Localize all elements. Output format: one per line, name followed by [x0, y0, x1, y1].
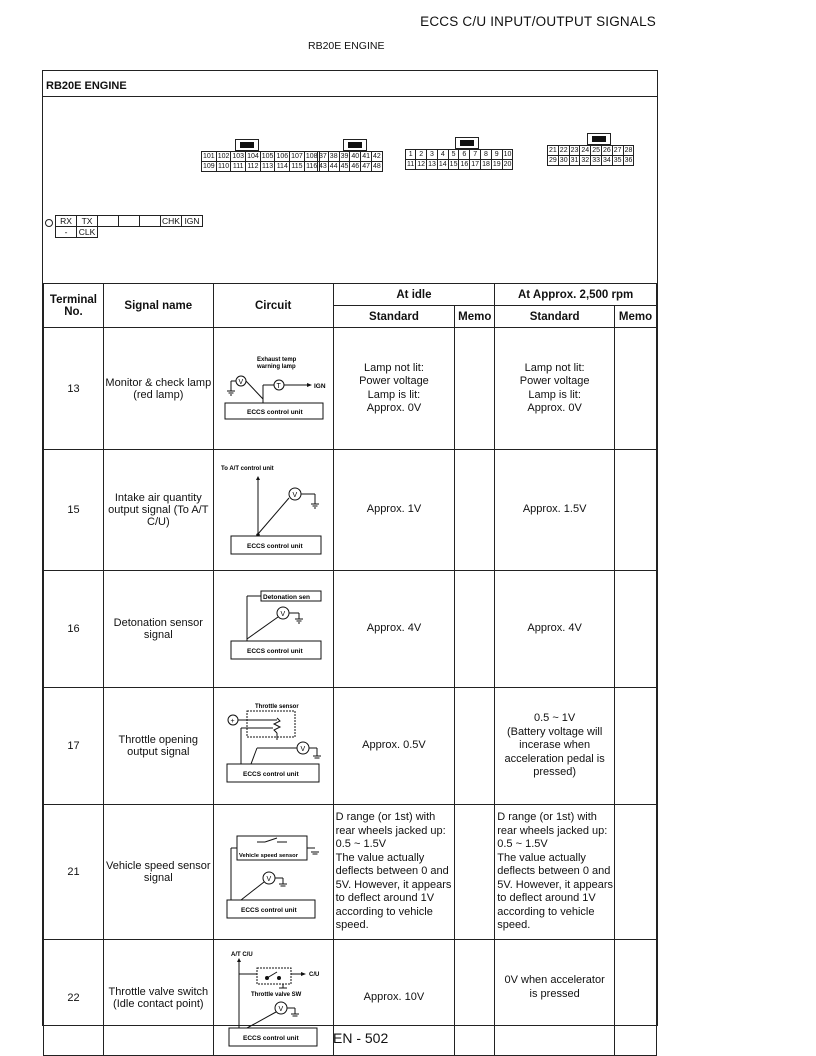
pin-cell: 116 [306, 163, 318, 170]
ground-icon [45, 219, 53, 227]
rpm-memo [615, 940, 657, 1056]
circuit-diagram [213, 571, 333, 688]
rpm-standard: Lamp not lit: Power voltage Lamp is lit: Approx. 0V [495, 328, 615, 450]
pin-cell: 8 [481, 150, 492, 160]
idle-memo [455, 571, 495, 688]
throttle-sensor-circuit-icon [217, 696, 329, 796]
pin-cell: 47 [362, 163, 370, 170]
pin-cell: 25 [592, 147, 600, 154]
pin-cell: 16 [460, 161, 469, 168]
pin-cell: 31 [570, 157, 579, 164]
rpm-memo [615, 571, 657, 688]
circuit-diagram [213, 688, 333, 805]
idle-standard: Approx. 1V [333, 450, 455, 571]
svg-text:T: T [276, 382, 281, 390]
rpm-standard: Approx. 4V [495, 571, 615, 688]
circuit-diagram [213, 450, 333, 571]
idle-standard: Approx. 0.5V [333, 688, 455, 805]
idle-memo [455, 805, 495, 940]
col-rpm-standard: Standard [495, 306, 615, 328]
terminal-no: 22 [44, 940, 104, 1056]
svg-text:Throttle sensor: Throttle sensor [255, 704, 299, 710]
pin-cell: 112 [247, 163, 259, 170]
idle-standard: Lamp not lit: Power voltage Lamp is lit: Approx. 0V [333, 328, 455, 450]
svg-text:Throttle valve SW: Throttle valve SW [251, 991, 302, 998]
pin-cell: 35 [613, 157, 622, 164]
rpm-memo [615, 688, 657, 805]
pin-cell: 11 [407, 161, 415, 168]
pin-cell: 19 [492, 161, 501, 168]
table-row [44, 571, 657, 688]
idle-memo [455, 940, 495, 1056]
pin-cell: RX [56, 216, 77, 227]
pin-cell: 7 [470, 150, 481, 160]
circuit-diagram [213, 328, 333, 450]
col-idle-standard: Standard [333, 306, 455, 328]
pin-cell: CLK [77, 227, 98, 238]
pin-cell: 2 [416, 150, 427, 160]
svg-text:ECCS control unit: ECCS control unit [243, 771, 299, 778]
page-number: EN - 502 [333, 1030, 389, 1046]
pin-cell: 6 [459, 150, 470, 160]
table-row [44, 450, 657, 571]
check-connector [55, 215, 203, 238]
pin-cell: 1 [406, 150, 416, 160]
pin-cell: 107 [291, 153, 303, 160]
svg-text:V: V [280, 611, 286, 618]
svg-text:IGN: IGN [314, 382, 326, 390]
pin-cell: 4 [437, 150, 448, 160]
table-row [44, 805, 657, 940]
connector-tab [235, 139, 259, 151]
pin-cell: 42 [372, 153, 381, 160]
col-circuit: Circuit [213, 284, 333, 328]
rpm-standard: Approx. 1.5V [495, 450, 615, 571]
signal-name: Intake air quantity output signal (To A/T C/U) [103, 450, 213, 571]
connector-pins [547, 145, 634, 166]
svg-text:Detonation sen: Detonation sen [263, 594, 311, 601]
pin-cell: 102 [217, 153, 230, 160]
pin-cell: 22 [559, 147, 568, 154]
connector-tab [343, 139, 367, 151]
pin-cell: 34 [602, 157, 611, 164]
pin-cell: 21 [549, 147, 557, 154]
air-quantity-circuit-icon [217, 458, 329, 562]
pin-cell: 17 [471, 161, 480, 168]
pin-cell: 5 [448, 150, 459, 160]
pin-cell: 44 [329, 163, 338, 170]
col-terminal: Terminal No. [44, 284, 104, 328]
pin-cell: 23 [570, 147, 579, 154]
col-signal: Signal name [103, 284, 213, 328]
idle-memo [455, 450, 495, 571]
table-row [44, 328, 657, 450]
svg-text:ECCS control unit: ECCS control unit [243, 1034, 299, 1042]
connector-pins [317, 151, 383, 172]
col-idle: At idle [333, 284, 495, 306]
signal-name: Monitor & check lamp (red lamp) [103, 328, 213, 450]
pin-cell: 48 [372, 163, 381, 170]
check-connector-pins [55, 215, 203, 238]
idle-standard: D range (or 1st) with rear wheels jacked up: 0.5 ~ 1.5V The value actually deflects between 0 and 5V. However, it appears to deflect around 1V according to vehicle speed. [333, 805, 455, 940]
pin-cell: 109 [203, 163, 215, 170]
terminal-no: 16 [44, 571, 104, 688]
pin-cell: 29 [549, 157, 557, 164]
idle-memo [455, 688, 495, 805]
pin-cell: 26 [602, 147, 611, 154]
circuit-diagram [213, 940, 333, 1056]
svg-text:V: V [292, 492, 298, 499]
svg-text:V: V [266, 876, 272, 883]
pin-cell: IGN [182, 216, 203, 227]
pin-cell: 106 [276, 153, 289, 160]
signal-name: Throttle opening output signal [103, 688, 213, 805]
terminal-no: 21 [44, 805, 104, 940]
connector-diagram [43, 97, 657, 284]
rpm-standard: 0V when accelerator is pressed [495, 940, 615, 1056]
pin-cell: - [56, 227, 77, 238]
svg-text:ECCS control unit: ECCS control unit [247, 543, 303, 550]
connector-pins [201, 151, 320, 172]
pin-cell: 111 [231, 162, 246, 172]
pin-cell: 46 [351, 163, 360, 170]
pin-cell: 101 [203, 153, 215, 160]
rpm-standard: D range (or 1st) with rear wheels jacked up: 0.5 ~ 1.5V The value actually deflects between 0 and 5V. However, it appears to deflect around 1V according to vehicle speed. [495, 805, 615, 940]
throttle-switch-circuit-icon [217, 946, 329, 1050]
signal-name: Vehicle speed sensor signal [103, 805, 213, 940]
pin-cell: 18 [482, 161, 490, 168]
col-idle-memo: Memo [455, 306, 495, 328]
terminal-no: 17 [44, 688, 104, 805]
svg-text:To A/T control unit: To A/T control unit [221, 466, 274, 472]
circuit-diagram [213, 805, 333, 940]
pin-cell: 38 [329, 153, 338, 160]
pin-cell: 39 [340, 153, 349, 160]
svg-text:V: V [238, 378, 244, 386]
svg-text:+: + [230, 718, 235, 725]
svg-text:V: V [300, 746, 306, 753]
svg-text:Exhaust temp: Exhaust temp [257, 356, 297, 363]
col-rpm: At Approx. 2,500 rpm [495, 284, 657, 306]
pin-cell: 14 [438, 161, 447, 168]
svg-text:A/T C/U: A/T C/U [231, 951, 253, 958]
rpm-memo [615, 328, 657, 450]
pin-cell: 41 [362, 153, 370, 160]
pin-cell: 24 [581, 147, 590, 154]
svg-text:ECCS control unit: ECCS control unit [247, 648, 303, 655]
idle-standard: Approx. 4V [333, 571, 455, 688]
svg-text:warning lamp: warning lamp [257, 363, 296, 370]
svg-text:Vehicle speed sensor: Vehicle speed sensor [239, 853, 299, 859]
rpm-memo [615, 805, 657, 940]
col-rpm-memo: Memo [615, 306, 657, 328]
pin-cell [119, 216, 140, 227]
pin-cell [140, 216, 161, 227]
detonation-circuit-icon [217, 581, 329, 677]
pin-cell: 12 [417, 161, 426, 168]
pin-cell: 108 [305, 153, 318, 160]
pin-cell: 28 [624, 147, 633, 154]
idle-memo [455, 328, 495, 450]
signal-name: Detonation sensor signal [103, 571, 213, 688]
terminal-no: 13 [44, 328, 104, 450]
pin-cell: 40 [351, 153, 360, 160]
pin-cell: 15 [449, 161, 458, 168]
pin-cell: TX [77, 216, 98, 227]
pin-cell: 33 [592, 157, 600, 164]
rpm-standard: 0.5 ~ 1V (Battery voltage will incerase when acceleration pedal is pressed) [495, 688, 615, 805]
pin-cell: 110 [217, 163, 230, 170]
connector-tab [587, 133, 611, 145]
pin-cell: 103 [232, 153, 245, 160]
signal-name: Throttle valve switch (Idle contact point) [103, 940, 213, 1056]
speed-sensor-circuit-icon [217, 820, 329, 924]
table-row [44, 688, 657, 805]
pin-cell: 30 [559, 157, 568, 164]
pin-cell: 13 [428, 161, 436, 168]
pin-cell: 105 [261, 153, 274, 160]
connector-pins [405, 149, 513, 170]
svg-text:ECCS control unit: ECCS control unit [241, 907, 297, 914]
connector-tab [455, 137, 479, 149]
svg-text:C/U: C/U [309, 971, 320, 978]
pin-cell: 113 [262, 163, 274, 170]
pin-cell: 45 [340, 163, 349, 170]
idle-standard: Approx. 10V [333, 940, 455, 1056]
terminal-no: 15 [44, 450, 104, 571]
page-subtitle: RB20E ENGINE [308, 40, 385, 52]
pin-cell: 115 [291, 163, 303, 170]
page-title: ECCS C/U INPUT/OUTPUT SIGNALS [420, 14, 656, 29]
pin-cell: 32 [581, 157, 590, 164]
rpm-memo [615, 450, 657, 571]
svg-text:ECCS control unit: ECCS control unit [247, 408, 303, 416]
pin-cell: 9 [491, 150, 502, 160]
signal-table [43, 283, 657, 1056]
pin-cell: 114 [276, 163, 288, 170]
pin-cell: CHK [162, 216, 180, 226]
pin-cell: 37 [319, 153, 327, 160]
pin-cell: 27 [613, 147, 622, 154]
pin-cell: 3 [427, 150, 438, 160]
pin-cell [98, 216, 119, 227]
pin-cell: 20 [503, 161, 512, 168]
pin-cell: 10 [503, 151, 512, 158]
svg-text:V: V [278, 1005, 284, 1013]
engine-title: RB20E ENGINE [43, 71, 657, 97]
pin-cell: 104 [247, 153, 259, 160]
lamp-circuit-icon [217, 341, 329, 437]
pin-cell: 43 [319, 163, 327, 170]
pin-cell: 36 [624, 157, 633, 164]
